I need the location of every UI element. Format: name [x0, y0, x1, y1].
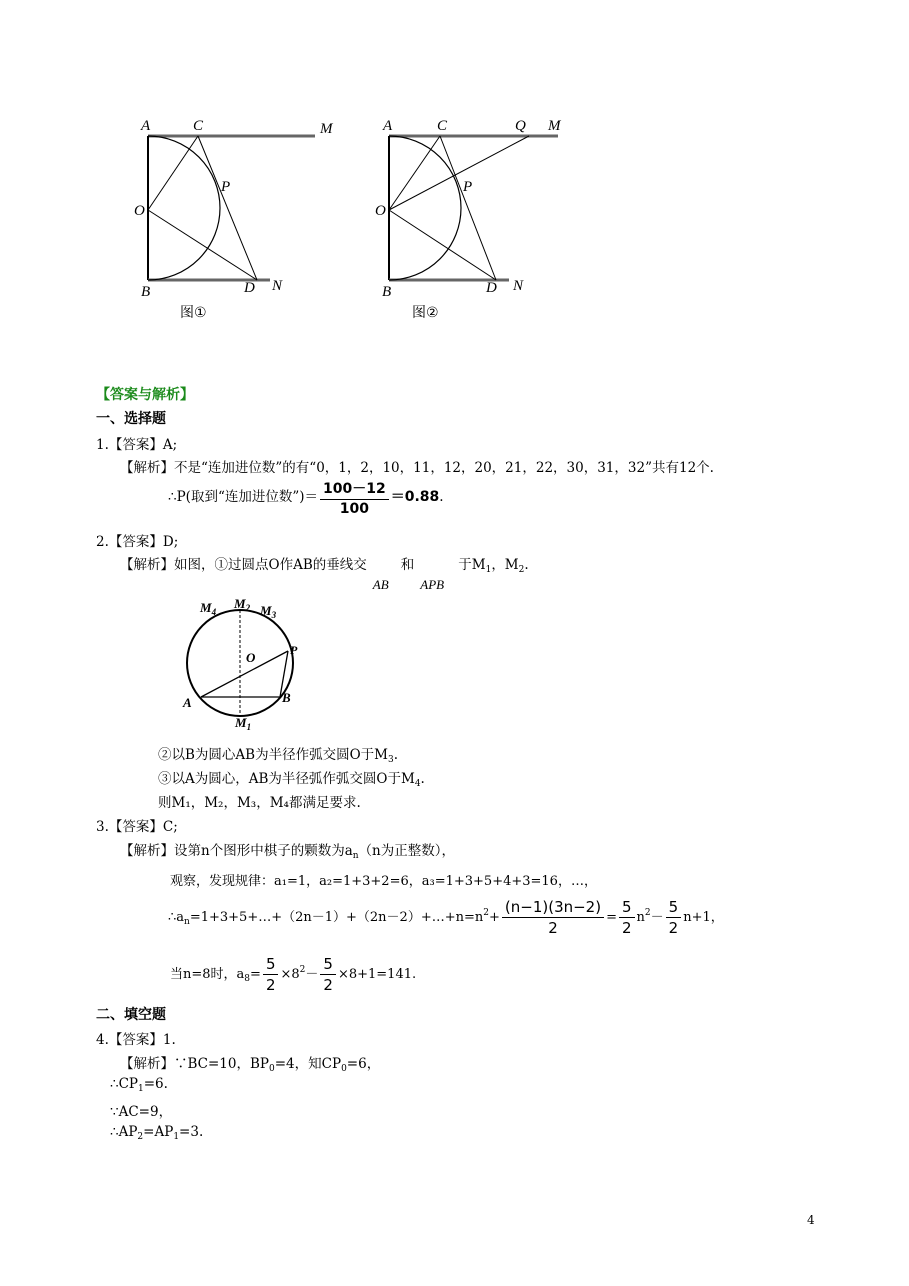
- arc-ab-label: AB: [372, 577, 389, 592]
- q3-answer: 3.【答案】C;: [96, 819, 178, 835]
- q1-probability: ∴P(取到“连加进位数”)＝ $\frac{100-12}{100}$ ＝0.88.: [168, 478, 444, 517]
- circle-label-p: P: [290, 643, 298, 657]
- q3-formula: $\therefore a_n=1+3+5+\dots+(2n-1)+(2n-2)+\dots+n=n^2+$ $\frac{(n-1)(3n-2)}{2}$ = $\frac{5}{2}$ $n^2-$ $\frac{5}{2}$ n+1，: [168, 898, 724, 937]
- q4-answer: 4.【答案】1.: [96, 1032, 176, 1048]
- circle-label-m2: $M_2$: [234, 596, 251, 613]
- fig1-caption: 图①: [180, 305, 207, 321]
- fig2-label-c: C: [437, 118, 448, 134]
- fig1-label-n: N: [272, 278, 283, 294]
- fig2-label-d: D: [486, 280, 497, 296]
- q3-n8-fraction-b: $\frac{5}{2}$: [320, 955, 336, 994]
- fig1-label-a: A: [141, 118, 151, 134]
- fig1-label-m: M: [320, 121, 333, 137]
- circle-label-m1: $M_1$: [235, 715, 252, 732]
- circle-label-o: O: [246, 650, 256, 665]
- q3-analysis: 【解析】设第n个图形中棋子的颗数为$a_n(n$为正整数），: [120, 843, 455, 861]
- circle-label-m3: $M_3$: [260, 603, 277, 620]
- q2-conclusion: 则M₁，M₂，M₃，M₄都满足要求.: [158, 795, 361, 811]
- section-2-title: 二、填空题: [96, 1007, 166, 1023]
- page-number: 4: [807, 1213, 815, 1227]
- q1-answer: 1.【答案】A;: [96, 437, 178, 453]
- q3-fraction-5-2b: $\frac{5}{2}$: [666, 898, 682, 937]
- q1-analysis: 【解析】不是“连加进位数”的有“0，1，2，10，11，12，20，21，22，30，31，32”共有12个.: [120, 460, 714, 476]
- q3-fraction-5-2a: $\frac{5}{2}$: [619, 898, 635, 937]
- circle-label-m4: $M_4$: [200, 600, 217, 617]
- figure-1: [120, 110, 350, 330]
- arc-apb-label: APB: [420, 577, 445, 592]
- circle-label-b: B: [282, 690, 291, 705]
- figure-2: [362, 110, 592, 330]
- fig2-label-q: Q: [515, 118, 526, 134]
- fig2-caption: 图②: [412, 305, 439, 321]
- q4-line2: $\therefore CP_1=6$.: [110, 1076, 168, 1094]
- fig1-label-c: C: [193, 118, 204, 134]
- q1-fraction: $\frac{100-12}{100}$: [320, 478, 389, 517]
- fig2-label-b: B: [382, 284, 392, 300]
- q4-line3: ∵AC=9，: [110, 1104, 173, 1120]
- answers-header: 【答案与解析】: [96, 387, 194, 403]
- q2-answer: 2.【答案】D;: [96, 534, 179, 550]
- fig2-label-o: O: [375, 203, 386, 219]
- q3-fraction-main: $\frac{(n-1)(3n-2)}{2}$: [502, 898, 604, 937]
- q3-n8-fraction-a: $\frac{5}{2}$: [263, 955, 279, 994]
- circle-figure: [176, 595, 306, 730]
- fig1-label-p: P: [221, 179, 231, 195]
- fig2-label-n: N: [513, 278, 524, 294]
- q4-line4: $\therefore AP_2=AP_1=3$.: [110, 1124, 204, 1142]
- fig1-label-b: B: [141, 284, 151, 300]
- q4-line1: 【解析】∵BC=10，$BP_0=4$，知$CP_0=6$，: [120, 1056, 381, 1074]
- fig2-label-a: A: [383, 118, 393, 134]
- q2-step3: ③以A为圆心，AB为半径弧作弧交圆O于$M_4$.: [158, 771, 425, 789]
- circle-label-a: A: [183, 695, 192, 710]
- fig1-label-o: O: [134, 203, 145, 219]
- fig2-label-m: M: [548, 118, 561, 134]
- fig2-label-p: P: [463, 179, 473, 195]
- q3-observation: 观察，发现规律：a₁=1，a₂=1+3+2=6，a₃=1+3+5+4+3=16，…，: [170, 874, 597, 889]
- q3-n8: 当n=8时，$a_8=$ $\frac{5}{2}$ $\times 8^2-$ $\frac{5}{2}$ ×8+1=141.: [170, 955, 417, 994]
- q2-step2: ②以B为圆心AB为半径作弧交圆O于$M_3$.: [158, 747, 399, 765]
- fig1-label-d: D: [244, 280, 255, 296]
- section-1-title: 一、选择题: [96, 411, 166, 427]
- q2-analysis: 【解析】如图，①过圆点O作AB的垂线交 AB 和 APB 于$M_1$，$M_2$.: [120, 557, 529, 592]
